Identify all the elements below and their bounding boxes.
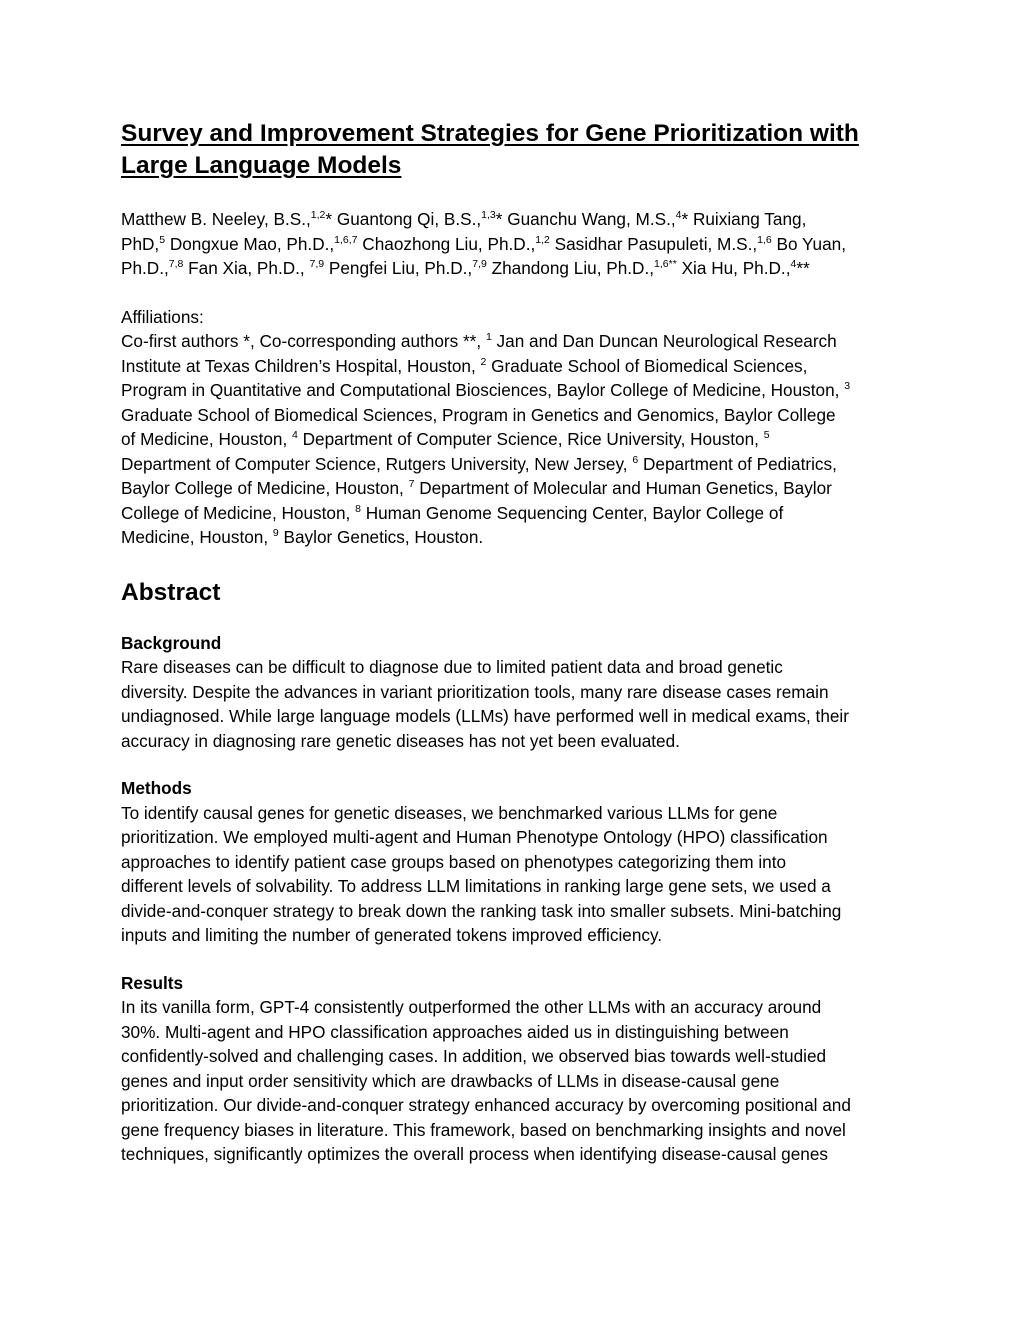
results-body [121,995,911,1167]
results-title: Results [121,972,184,993]
affil-sup: 3 [844,380,851,392]
author-sup: 1,2 [310,209,326,221]
author-text: Bo Yuan, [771,233,847,254]
affil-sup: 2 [480,355,487,368]
author-line-2 [121,232,911,257]
author-line-3 [121,256,911,281]
results-line: confidently-solved and challenging cases. In addition, we observed bias towards well-studied [121,1046,827,1066]
affiliations-heading: Affiliations: [121,306,204,327]
author-sup: 4 [675,209,682,221]
author-text: Pengfei Liu, Ph.D., [324,258,473,278]
affil-sup: 6 [632,453,639,466]
author-list [121,207,911,281]
background-line: undiagnosed. While large language models (LLMs) have performed well in medical exams, their [121,706,849,726]
author-sup: 1,6 [757,233,772,246]
author-text: Xia Hu, Ph.D., [676,258,791,278]
affiliation-line-4: Graduate School of Biomedical Sciences, Program in Genetics and Genomics, Baylor College [121,404,836,425]
affil-sup: 5 [763,429,770,441]
affil-text: Human Genome Sequencing Center, Baylor College of [360,502,784,523]
author-sup: 7,8 [168,258,184,270]
affil-text: Medicine, Houston, [121,527,273,547]
affil-text: Program in Quantitative and Computational Biosciences, Baylor College of Medicine, Houston, [121,380,845,400]
methods-line: inputs and limiting the number of generated tokens improved efficiency. [121,925,663,945]
author-text: * Guanchu Wang, M.S., [495,209,676,229]
author-line-1 [121,207,911,232]
affiliation-line-1 [121,329,911,354]
affil-sup: 9 [272,527,279,539]
author-text: * Guantong Qi, B.S., [325,209,482,229]
author-sup: 1,3 [481,209,496,221]
title-line-2: Large Language Models [121,152,402,179]
author-sup: 1,6,7 [334,233,358,246]
author-text: Chaozhong Liu, Ph.D., [357,233,536,254]
author-text: Fan Xia, Ph.D., [183,258,310,278]
background-title: Background [121,632,222,653]
methods-title: Methods [121,778,192,798]
affiliation-line-2 [121,354,911,379]
methods-section [121,776,911,948]
author-sup: 5 [159,233,166,246]
methods-body [121,801,911,948]
results-line: genes and input order sensitivity which are drawbacks of LLMs in disease-causal gene [121,1070,780,1091]
author-text: Matthew B. Neeley, B.S., [121,209,311,229]
title-line-1: Survey and Improvement Strategies for Gene Prioritization with [121,120,859,147]
affil-text: Department of Pediatrics, [638,453,837,474]
affil-sup: 4 [292,429,298,441]
affiliation-line-3 [121,378,911,403]
results-line: techniques, significantly optimizes the overall process when identifying disease-causal genes [121,1144,828,1164]
affil-text: Co-first authors *, Co-corresponding authors **, [121,331,486,351]
results-line: 30%. Multi-agent and HPO classification approaches aided us in distinguishing between [121,1021,789,1042]
background-line: diversity. Despite the advances in variant prioritization tools, many rare disease cases remain [121,681,829,702]
background-line: accuracy in diagnosing rare genetic diseases has not yet been evaluated. [121,730,680,751]
affil-text: Department of Computer Science, Rice University, Houston, [297,429,764,449]
results-line: In its vanilla form, GPT-4 consistently outperformed the other LLMs with an accuracy around [121,997,822,1017]
author-text: * Ruixiang Tang, [681,209,807,229]
author-sup: 1,6** [654,258,677,270]
author-sup: 7,9 [309,258,325,270]
affil-text: Jan and Dan Duncan Neurological Research [491,331,837,351]
affil-text: Baylor Genetics, Houston. [278,527,484,547]
author-text: Zhandong Liu, Ph.D., [486,258,655,278]
affil-text: Department of Molecular and Human Genetics, Baylor [414,478,832,498]
affil-text: Graduate School of Biomedical Sciences, [486,355,808,376]
results-line: gene frequency biases in literature. This framework, based on benchmarking insights and novel [121,1119,846,1140]
affil-text: Institute at Texas Children’s Hospital, Houston, [121,355,481,376]
results-line: prioritization. Our divide-and-conquer strategy enhanced accuracy by overcoming positional and [121,1095,851,1115]
background-section [121,631,911,754]
affil-text: Baylor College of Medicine, Houston, [121,478,409,498]
author-sup: 7,9 [472,258,487,270]
affiliation-line-8 [121,501,911,526]
author-text: Dongxue Mao, Ph.D., [165,233,335,254]
results-section [121,971,911,1167]
affil-text: Department of Computer Science, Rutgers University, New Jersey, [121,453,633,474]
author-text: PhD, [121,233,160,254]
affil-sup: 1 [485,331,492,343]
methods-line: approaches to identify patient case groups based on phenotypes categorizing them into [121,851,787,872]
author-text: Ph.D., [121,258,169,278]
author-sup: 1,2 [535,233,550,246]
author-text: ** [796,258,810,278]
affil-sup: 8 [355,502,361,515]
background-line: Rare diseases can be difficult to diagnose due to limited patient data and broad genetic [121,657,783,677]
affiliation-line-6 [121,452,911,477]
author-sup: 4 [790,258,797,270]
affiliation-line-9 [121,525,911,550]
affiliations [121,305,911,550]
methods-line: prioritization. We employed multi-agent and Human Phenotype Ontology (HPO) classification [121,827,828,847]
affiliation-line-5 [121,427,911,452]
affil-text: of Medicine, Houston, [121,429,293,449]
methods-line: To identify causal genes for genetic diseases, we benchmarked various LLMs for gene [121,802,778,823]
affil-sup: 7 [408,478,415,490]
paper-page [121,118,911,1167]
methods-line: divide-and-conquer strategy to break down the ranking task into smaller subsets. Mini-batching [121,900,842,921]
affiliation-line-7 [121,476,911,501]
affil-text: College of Medicine, Houston, [121,502,356,523]
author-text: Sasidhar Pasupuleti, M.S., [549,233,758,254]
background-body [121,655,911,753]
paper-title [121,118,911,182]
abstract-heading: Abstract [121,578,221,606]
methods-line: different levels of solvability. To address LLM limitations in ranking large gene sets, we used a [121,876,831,896]
